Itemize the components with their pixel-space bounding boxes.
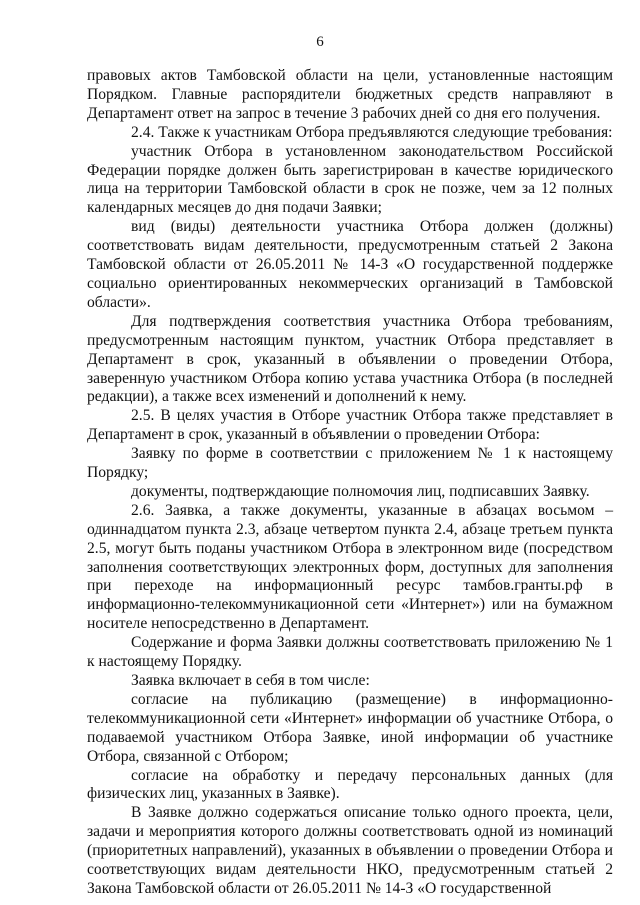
paragraph-personal-data-consent: согласие на обработку и передачу персональных данных (для физических лиц, указанных в Заявке).	[87, 766, 613, 803]
paragraph-authority-documents: документы, подтверждающие полномочия лиц, подписавших Заявку.	[131, 482, 590, 500]
paragraph-application-includes: Заявка включает в себя в том числе:	[131, 672, 370, 689]
paragraph-2-6: 2.6. Заявка, а также документы, указанные в абзацах восьмом – одиннадцатом пункта 2.3, абзаце четвертом пункта 2.4, абзаце третьем пункта 2.5, могут быть поданы участником Отбора в электронном виде (посредством заполнения соответствующих электронных форм, доступных для заполнения при переходе на информационный ресурс тамбов.гранты.рф в информационно-телекоммуникационной сети «Интернет») или на бумажном носителе непосредственно в Департамент.	[87, 501, 613, 633]
paragraph-confirmation: Для подтверждения соответствия участника Отбора требованиям, предусмотренным настоящим пунктом, участник Отбора представляет в Департамент в срок, указанный в объявлении о проведении Отбора, заверенную участником Отбора копию устава участника Отбора (в последней редакции), а также всех изменений и дополнений к нему.	[87, 312, 613, 406]
paragraph-application-form: Заявку по форме в соответствии с приложением № 1 к настоящему Порядку;	[87, 445, 613, 482]
paragraph-continuation: правовых актов Тамбовской области на цели, установленные настоящим Порядком. Главные распорядители бюджетных средств направляют в Департамент ответ на запрос в течение 3 рабочих дней со дня его получения.	[87, 67, 613, 122]
paragraph-activity-requirement: вид (виды) деятельности участника Отбора должен (должны) соответствовать видам деятельности, предусмотренным статьей 2 Закона Тамбовской области от 26.05.2011 № 14-З «О государственной поддержке социально ориентированных некоммерческих организаций в Тамбовской области».	[87, 218, 613, 311]
page-number: 6	[316, 34, 324, 50]
paragraph-form-content: Содержание и форма Заявки должны соответствовать приложению № 1 к настоящему Порядку.	[87, 634, 613, 671]
paragraph-publication-consent: согласие на публикацию (размещение) в информационно-телекоммуникационной сети «Интернет» информации об участнике Отбора, о подаваемой участником Отбора Заявке, иной информации об участнике Отбора, связанной с Отбором;	[87, 690, 613, 765]
document-body	[87, 67, 613, 899]
paragraph-single-project: В Заявке должно содержаться описание только одного проекта, цели, задачи и мероприятия которого должны соответствовать одной из номинаций (приоритетных направлений), указанных в объявлении о проведении Отбора и соответствующих видам деятельности НКО, предусмотренным статьей 2 Закона Тамбовской области от 26.05.2011 № 14-З «О государственной	[87, 804, 613, 897]
paragraph-2-5-intro: 2.5. В целях участия в Отборе участник Отбора также представляет в Департамент в срок, указанный в объявлении о проведении Отбора:	[87, 407, 613, 444]
paragraph-2-4-intro: 2.4. Также к участникам Отбора предъявляются следующие требования:	[131, 123, 613, 141]
paragraph-registration-requirement: участник Отбора в установленном законодательством Российской Федерации порядке должен быть зарегистрирован в качестве юридического лица на территории Тамбовской области в срок не позже, чем за 12 полных календарных месяцев до дня подачи Заявки;	[87, 142, 613, 217]
